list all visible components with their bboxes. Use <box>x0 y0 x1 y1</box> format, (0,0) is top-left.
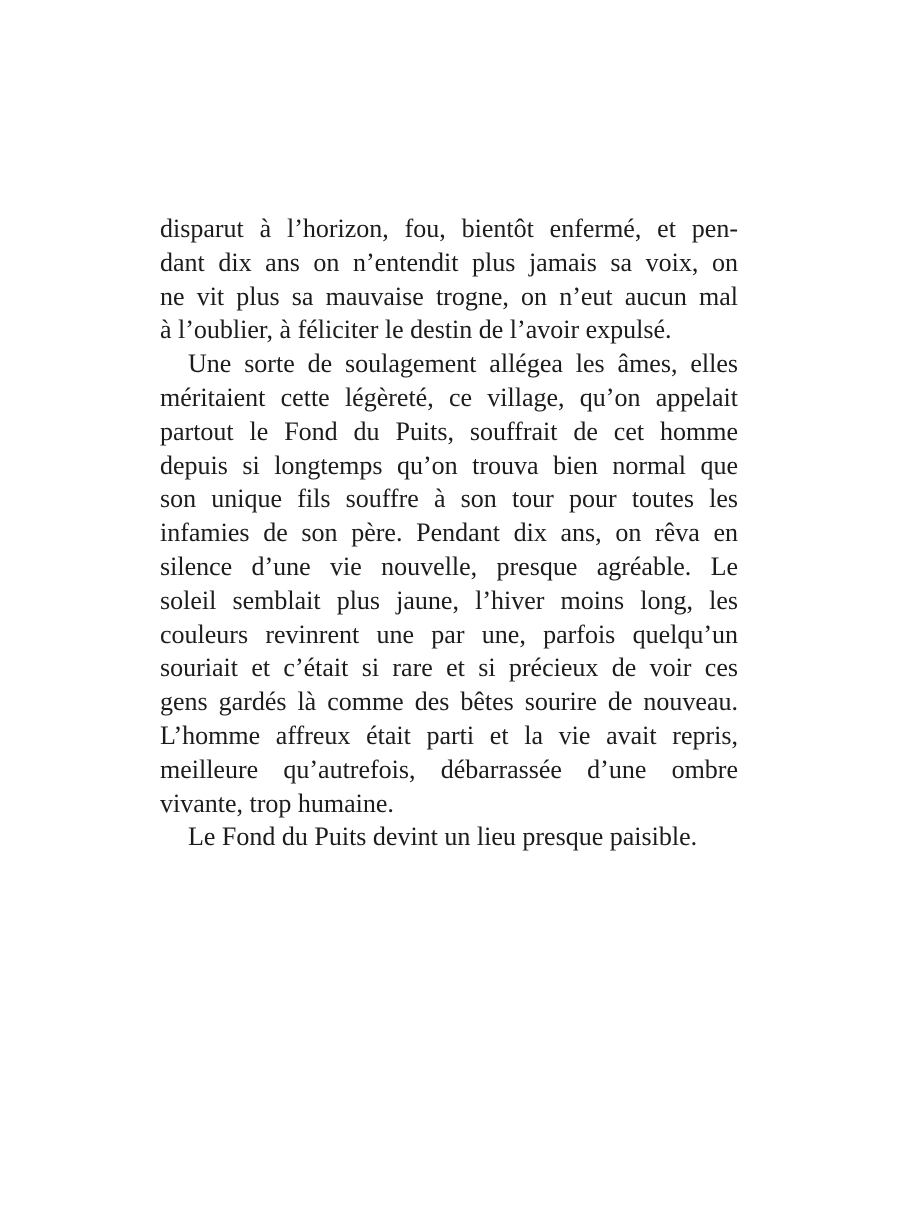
text-line: depuis si longtemps qu’on trouva bien normal que <box>160 450 738 480</box>
text-line: partout le Fond du Puits, souffrait de cet homme <box>160 416 738 446</box>
text-line: gens gardés là comme des bêtes sourire de nouveau. <box>160 687 738 717</box>
text-block <box>160 212 738 854</box>
text-line: Le Fond du Puits devint un lieu presque paisible. <box>188 822 698 852</box>
text-line: soleil semblait plus jaune, l’hiver moins long, les <box>160 585 738 615</box>
text-line: couleurs revinrent une par une, parfois quelqu’un <box>160 619 738 649</box>
text-line: ne vit plus sa mauvaise trogne, on n’eut aucun mal <box>160 281 738 311</box>
text-line: silence d’une vie nouvelle, presque agréable. Le <box>160 551 738 581</box>
text-line: à l’oublier, à féliciter le destin de l’avoir expulsé. <box>160 315 672 345</box>
text-line: disparut à l’horizon, fou, bientôt enfermé, et pen- <box>160 214 738 243</box>
text-line: L’homme affreux était parti et la vie avait repris, <box>160 720 738 750</box>
text-line: meilleure qu’autrefois, débarrassée d’une ombre <box>160 754 738 784</box>
text-line: souriait et c’était si rare et si précieux de voir ces <box>160 653 738 683</box>
text-line: dant dix ans on n’entendit plus jamais sa voix, on <box>160 247 738 277</box>
text-line: son unique fils souffre à son tour pour toutes les <box>160 484 738 514</box>
text-line: infamies de son père. Pendant dix ans, on rêva en <box>160 518 738 548</box>
text-line: Une sorte de soulagement allégea les âmes, elles <box>188 349 738 379</box>
text-line: méritaient cette légèreté, ce village, qu’on appelait <box>160 382 738 412</box>
text-line: vivante, trop humaine. <box>160 788 394 818</box>
